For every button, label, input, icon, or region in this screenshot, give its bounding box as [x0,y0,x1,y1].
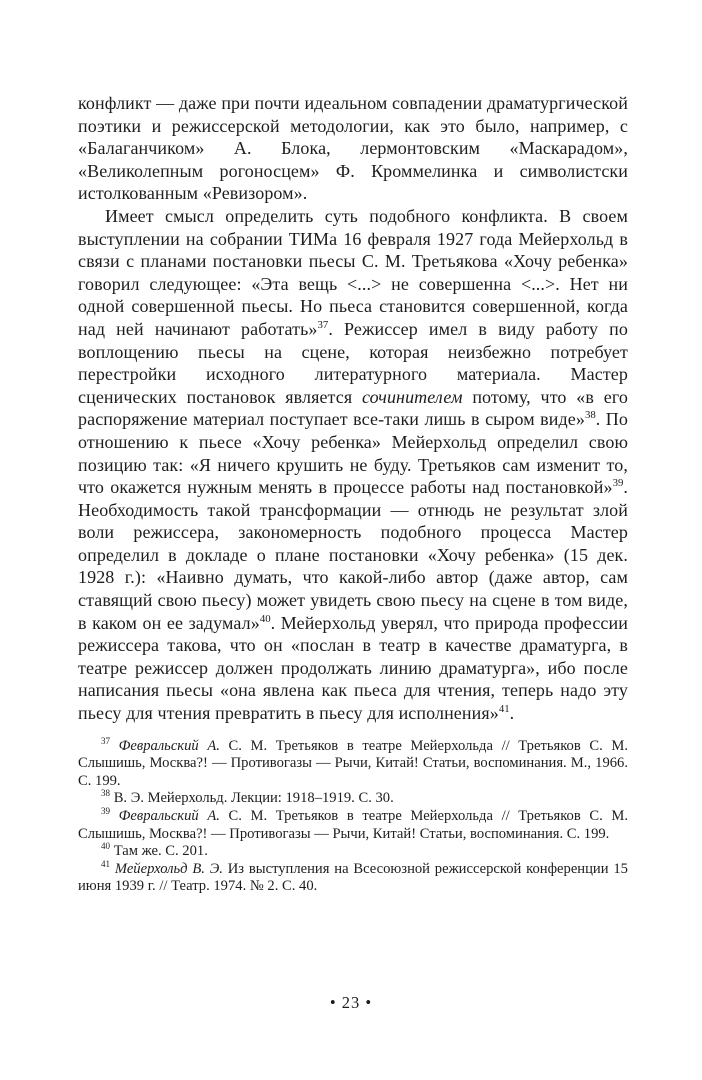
page-number: • 23 • [329,993,373,1012]
footnote-number: 37 [101,735,111,746]
footnote [78,858,628,896]
text-run: . Мейерхольд уверял, что природа профессии режиссера такова, что он «послан в театр в качестве драматурга, в театре режиссер должен продолжать линию драматурга», ибо после написания пьесы «она явлена как пьеса для чтения, теперь надо эту пьесу для чтения превратить в пьесу для исполнения» [78,612,628,724]
footnote [78,735,628,791]
footnote-number: 38 [101,788,111,799]
footnotes-section [78,735,628,896]
footnote-number: 39 [101,806,111,817]
text-run: С. М. Третьяков в театре Мейерхольда // Третьяков С. М. Слышишь, Москва?! — Противогазы — Рычи, Китай! Статьи, воспоминания. М., 1966. С. 199. [78,737,628,789]
paragraph [78,92,628,205]
footnote-reference: 39 [612,477,624,490]
text-run: В. Э. Мейерхольд. Лекции: 1918–1919. С. 30. [113,790,394,807]
footnote-reference: 41 [498,703,510,716]
footnote-number: 40 [101,841,111,852]
footnote-reference: 38 [584,409,596,422]
text-run: С. М. Третьяков в театре Мейерхольда // Третьяков С. М. Слышишь, Москва?! — Противогазы — Рычи, Китай! Статьи, воспоминания. С. 199. [78,808,628,842]
text-run: Имеет смысл определить суть подобного конфликта. В своем выступлении на собрании ТИМа 16 февраля 1927 года Мейерхольд в связи с планами постановки пьесы С. М. Третьякова «Хочу ребенка» говорил следующее: «Эта вещь <...> не совершенна <...>. Нет ни одной совершенной пьесы. Но пьеса становится совершенной, когда над ней начинают работать» [78,205,628,339]
italic-text: сочинителем [361,386,463,407]
footnote-reference: 40 [259,612,271,625]
text-run: . Необходимость такой трансформации — отнюдь не результат злой воли режиссера, закономерность подобного процесса Мастер определил в докладе о плане постановки «Хочу ребенка» (15 дек. 1928 г.): «Наивно думать, что какой-либо автор (даже автор, сам ставящий свою пьесу) может увидеть свою пьесу на сцене в том виде, в каком он ее задумал» [78,477,628,633]
text-run: . Режиссер имел в виду работу по воплощению пьесы на сцене, которая неизбежно потребует перестройки исходного литературного материала. Мастер сценических постановок является [78,318,628,407]
text-run: конфликт — даже при почти идеальном совпадении драматургической поэтики и режиссерской методологии, как это было, например, с «Балаганчиком» А. Блока, лермонтовским «Маскарадом», «Великолепным рогоносцем» Ф. Кроммелинка и символистски истолкованным «Ревизором». [78,93,628,204]
italic-text: Февральский А. [118,808,220,824]
body-text [78,92,628,725]
footnote-number: 41 [101,858,111,869]
italic-text: Февральский А. [118,737,220,754]
text-run: потому, что «в его распоряжение материал поступает все-таки лишь в сыром виде» [78,386,628,430]
footnote-reference: 37 [317,318,329,331]
text-run: . По отношению к пьесе «Хочу ребенка» Мейерхольд определил свою позицию так: «Я ничего крушить не буду. Третьяков сам изменит то, что окажется нужным менять в процессе работы над постановкой» [78,409,629,498]
text-run: Там же. С. 201. [113,843,208,860]
italic-text: Мейерхольд В. Э. [114,860,223,877]
text-block [78,92,628,896]
footnote [78,790,628,808]
paragraph [78,205,628,725]
text-run: . [509,703,515,724]
footnote [78,808,628,843]
text-run: Из выступления на Всесоюзной режиссерской конференции 15 июня 1939 г. // Театр. 1974. № 2. С. 40. [78,860,628,895]
footnote [78,843,628,861]
